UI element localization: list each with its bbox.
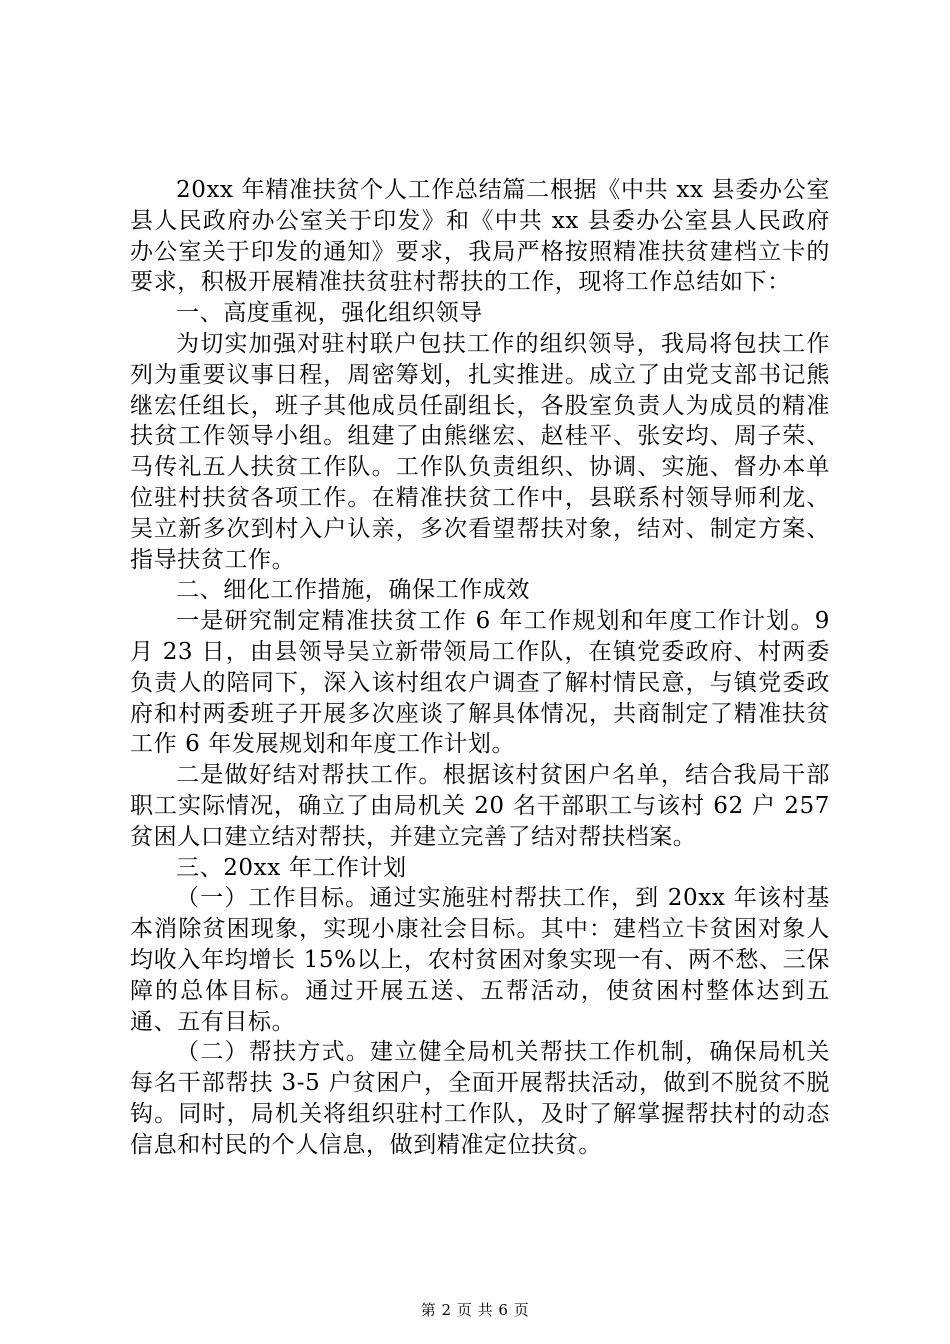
section-2-paragraph-2: 二是做好结对帮扶工作。根据该村贫困户名单，结合我局干部职工实际情况，确立了由局机关 20 名干部职工与该村 62 户 257 贫困人口建立结对帮扶，并建立完善了结对帮扶档案。 (130, 762, 830, 850)
section-heading-2: 二、细化工作措施，确保工作成效 (176, 577, 530, 604)
section-heading-1: 一、高度重视，强化组织领导 (176, 300, 483, 327)
section-heading-3: 三、20xx 年工作计划 (176, 854, 407, 881)
document-body (130, 175, 830, 1161)
page-number-footer: 第 2 页 共 6 页 (420, 1301, 530, 1319)
intro-paragraph: 20xx 年精准扶贫个人工作总结篇二根据《中共 xx 县委办公室县人民政府办公室关于印发》和《中共 xx 县委办公室县人民政府办公室关于印发的通知》要求，我局严格按照精准扶贫建档立卡的要求，积极开展精准扶贫驻村帮扶的工作，现将工作总结如下： (130, 177, 830, 296)
section-1-paragraph: 为切实加强对驻村联户包扶工作的组织领导，我局将包扶工作列为重要议事日程，周密筹划，扎实推进。成立了由党支部书记熊继宏任组长，班子其他成员任副组长，各股室负责人为成员的精准扶贫工作领导小组。组建了由熊继宏、赵桂平、张安均、周子荣、马传礼五人扶贫工作队。工作队负责组织、协调、实施、督办本单位驻村扶贫各项工作。在精准扶贫工作中，县联系村领导师利龙、吴立新多次到村入户认亲，多次看望帮扶对象，结对、制定方案、指导扶贫工作。 (130, 330, 830, 573)
section-3-paragraph-1: （一）工作目标。通过实施驻村帮扶工作，到 20xx 年该村基本消除贫困现象，实现小康社会目标。其中：建档立卡贫困对象人均收入年均增长 15%以上，农村贫困对象实现一有、两不愁、三保障的总体目标。通过开展五送、五帮活动，使贫困村整体达到五通、五有目标。 (130, 885, 830, 1035)
section-2-paragraph-1: 一是研究制定精准扶贫工作 6 年工作规划和年度工作计划。9 月 23 日，由县领导吴立新带领局工作队，在镇党委政府、村两委负责人的陪同下，深入该村组农户调查了解村情民意，与镇党委政府和村两委班子开展多次座谈了解具体情况，共商制定了精准扶贫工作 6 年发展规划和年度工作计划。 (130, 608, 830, 758)
section-3-paragraph-2: （二）帮扶方式。建立健全局机关帮扶工作机制，确保局机关每名干部帮扶 3-5 户贫困户，全面开展帮扶活动，做到不脱贫不脱钩。同时，局机关将组织驻村工作队，及时了解掌握帮扶村的动态信息和村民的个人信息，做到精准定位扶贫。 (130, 1039, 830, 1158)
